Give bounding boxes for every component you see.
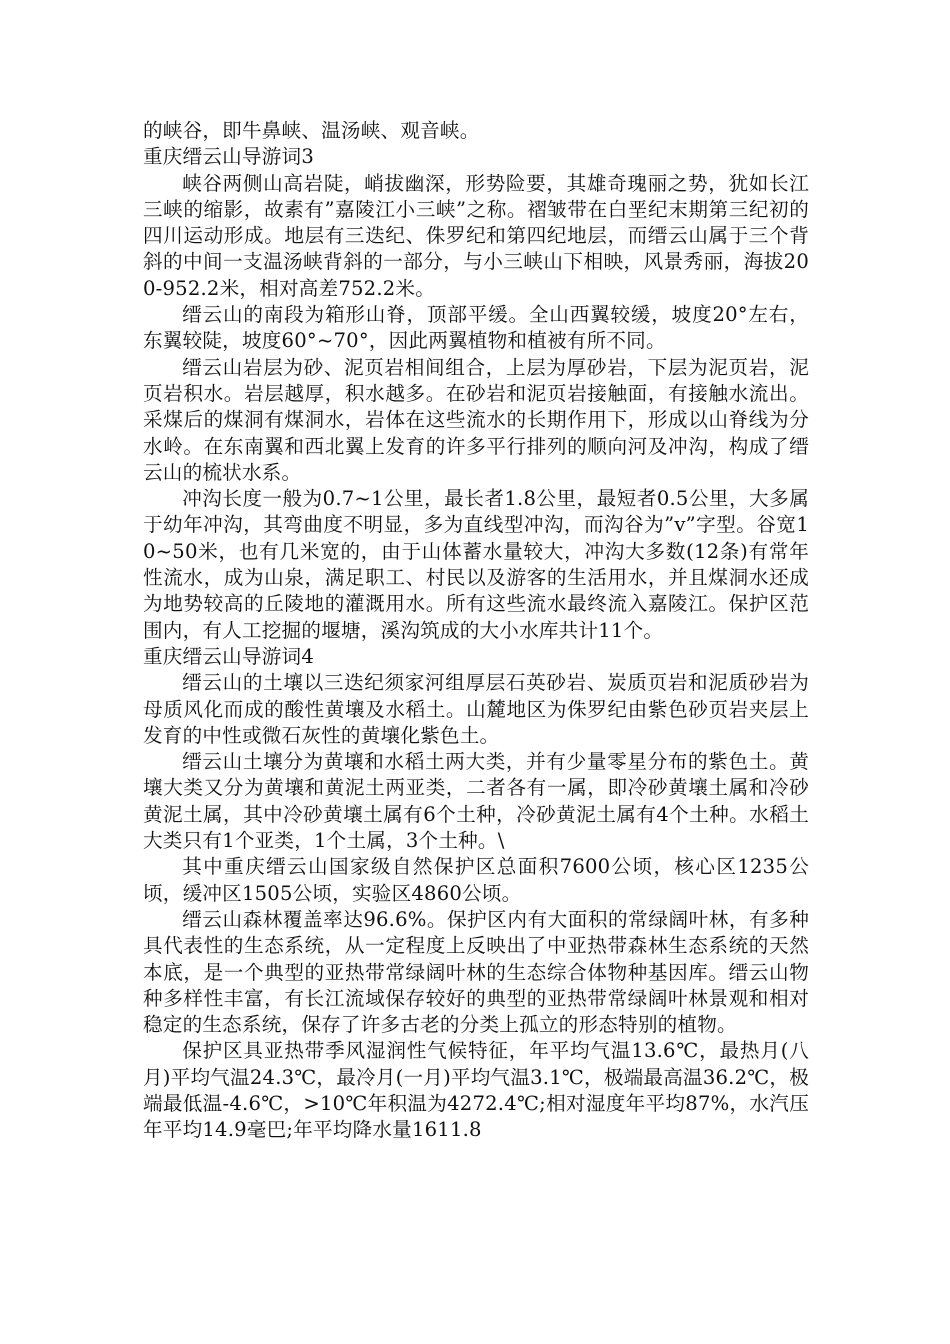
paragraph-gullies-water: 冲沟长度一般为0.7~1公里，最长者1.8公里，最短者0.5公里，大多属于幼年冲沟，其弯曲度不明显，多为直线型冲沟，而沟谷为”v”字型。谷宽10~50米，也有几米宽的，由于山体蓄水量较大，冲沟大多数(12条)有常年性流水，成为山泉，满足职工、村民以及游客的生活用水，并且煤洞水还成为地势较高的丘陵地的灌溉用水。所有这些流水最终流入嘉陵江。保护区范围内，有人工挖掘的堰塘，溪沟筑成的大小水库共计11个。: [143, 487, 809, 642]
paragraph-forest-cover: 缙云山森林覆盖率达96.6%。保护区内有大面积的常绿阔叶林，有多种具代表性的生态系统，从一定程度上反映出了中亚热带森林生态系统的天然本底，是一个典型的亚热带常绿阔叶林的生态综合体物种基因库。缙云山物种多样性丰富，有长江流域保存较好的典型的亚热带常绿阔叶林景观和相对稳定的生态系统，保存了许多古老的分类上孤立的形态特别的植物。: [143, 907, 809, 1037]
paragraph-rock-layers: 缙云山岩层为砂、泥页岩相间组合，上层为厚砂岩，下层为泥页岩，泥页岩积水。岩层越厚，积水越多。在砂岩和泥页岩接触面，有接触水流出。采煤后的煤洞有煤洞水，岩体在这些流水的长期作用下，形成以山脊线为分水岭。在东南翼和西北翼上发育的许多平行排列的顺向河及冲沟，构成了缙云山的梳状水系。: [143, 355, 809, 484]
paragraph-continuation: 的峡谷，即牛鼻峡、温汤峡、观音峡。: [143, 119, 480, 142]
paragraph-soil-origin: 缙云山的土壤以三迭纪须家河组厚层石英砂岩、炭质页岩和泥质砂岩为母质风化而成的酸性黄壤及水稻土。山麓地区为侏罗纪由紫色砂页岩夹层上发育的中性或微石灰性的黄壤化紫色土。: [143, 671, 809, 747]
section-heading-4: 重庆缙云山导游词4: [143, 644, 315, 668]
document-body: [143, 118, 809, 1144]
paragraph-gorge-geology: 峡谷两侧山高岩陡，峭拔幽深，形势险要，其雄奇瑰丽之势，犹如长江三峡的缩影，故素有”嘉陵江小三峡”之称。褶皱带在白垩纪末期第三纪初的四川运动形成。地层有三迭纪、侏罗纪和第四纪地层，而缙云山属于三个背斜的中间一支温汤峡背斜的一部分，与小三峡山下相映，风景秀丽，海拔200-952.2米，相对高差752.2米。: [143, 171, 809, 300]
section-heading-3: 重庆缙云山导游词3: [143, 145, 315, 169]
paragraph-soil-types: 缙云山土壤分为黄壤和水稻土两大类，并有少量零星分布的紫色土。黄壤大类又分为黄壤和黄泥土两亚类，二者各有一属，即冷砂黄壤土属和冷砂黄泥土属，其中冷砂黄壤土属有6个土种，冷砂黄泥土属有4个土种。水稻土大类只有1个亚类，1个土属，3个土种。\: [143, 750, 809, 853]
paragraph-reserve-area: 其中重庆缙云山国家级自然保护区总面积7600公顷，核心区1235公顷，缓冲区1505公顷，实验区4860公顷。: [143, 855, 809, 905]
paragraph-ridge-slopes: 缙云山的南段为箱形山脊，顶部平缓。全山西翼较缓，坡度20°左右，东翼较陡，坡度60°~70°，因此两翼植物和植被有所不同。: [143, 303, 809, 353]
paragraph-climate: 保护区具亚热带季风湿润性气候特征，年平均气温13.6℃，最热月(八月)平均气温24.3℃，最冷月(一月)平均气温3.1℃，极端最高温36.2℃，极端最低温-4.6℃，>10℃年积温为4272.4℃;相对湿度年平均87%，水汽压年平均14.9毫巴;年平均降水量1611.8: [143, 1039, 809, 1142]
